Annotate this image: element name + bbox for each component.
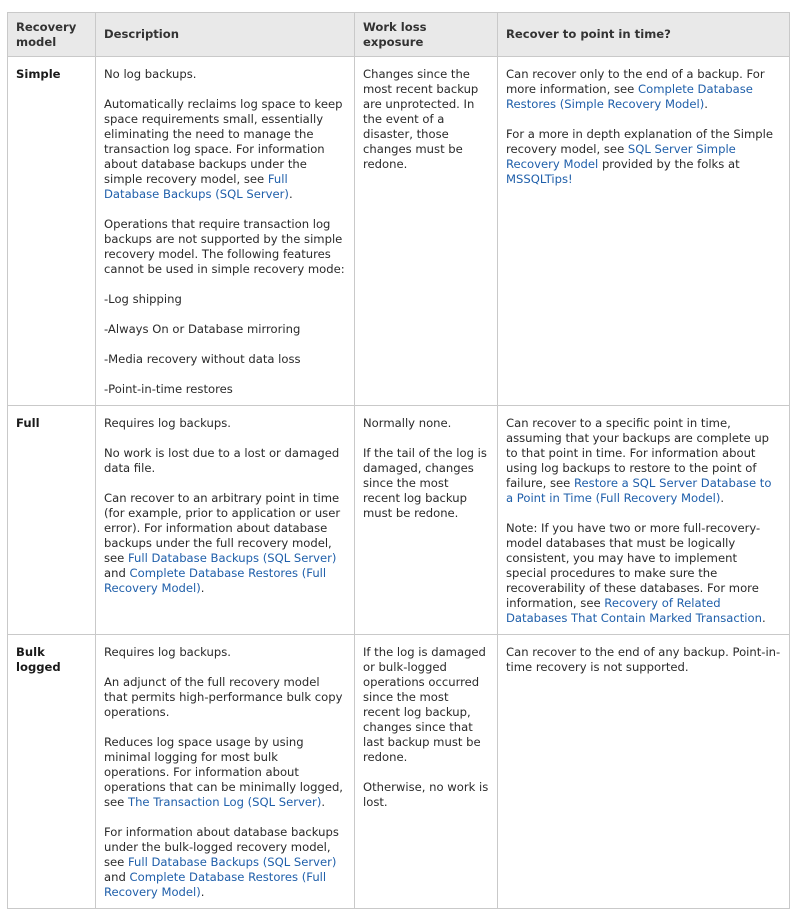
cell-paragraph xyxy=(104,645,346,660)
doc-link[interactable]: Full Database Backups (SQL Server) xyxy=(128,855,337,869)
paragraph-text: Can recover only to the end of a backup. For more information, see xyxy=(506,67,765,96)
cell-paragraph xyxy=(104,491,346,596)
recovery-model-cell: Simple xyxy=(8,57,96,406)
work-loss-exposure-cell xyxy=(355,406,498,635)
recover-to-point-cell xyxy=(498,57,790,406)
recovery-model-cell: Bulk logged xyxy=(8,635,96,909)
paragraph-text: -Media recovery without data loss xyxy=(104,352,301,366)
paragraph-text: Requires log backups. xyxy=(104,645,231,659)
table-body xyxy=(8,57,790,909)
description-cell xyxy=(96,635,355,909)
doc-link[interactable]: The Transaction Log (SQL Server) xyxy=(128,795,322,809)
cell-paragraph xyxy=(104,825,346,900)
paragraph-text: No work is lost due to a lost or damaged data file. xyxy=(104,446,340,475)
doc-link[interactable]: Restore a SQL Server Database to a Point in Time (Full Recovery Model) xyxy=(506,476,772,505)
paragraph-text: Automatically reclaims log space to keep space requirements small, essentially eliminating the need to manage the transaction log space. For information about database backups under the simple recovery model, see xyxy=(104,97,343,186)
doc-link[interactable]: Full Database Backups (SQL Server) xyxy=(104,172,289,201)
paragraph-text: Can recover to the end of any backup. Point-in-time recovery is not supported. xyxy=(506,645,781,674)
paragraph-text: If the log is damaged or bulk-logged operations occurred since the most recent log backup, changes since that last backup must be redone. xyxy=(363,645,486,764)
table-row xyxy=(8,406,790,635)
cell-paragraph xyxy=(104,352,346,367)
doc-link[interactable]: Complete Database Restores (Simple Recovery Model) xyxy=(506,82,753,111)
work-loss-exposure-cell xyxy=(355,57,498,406)
paragraph-text: Changes since the most recent backup are unprotected. In the event of a disaster, those changes must be redone. xyxy=(363,67,479,171)
recover-to-point-cell xyxy=(498,406,790,635)
paragraph-text: An adjunct of the full recovery model that permits high-performance bulk copy operations. xyxy=(104,675,343,719)
paragraph-text: . xyxy=(720,491,725,505)
header-description: Description xyxy=(96,13,355,57)
doc-link[interactable]: Full Database Backups (SQL Server) xyxy=(128,551,337,565)
cell-paragraph xyxy=(363,780,489,810)
doc-link[interactable]: Complete Database Restores (Full Recovery Model) xyxy=(104,870,327,899)
doc-link[interactable]: Complete Database Restores (Full Recovery Model) xyxy=(104,566,327,595)
paragraph-text: Normally none. xyxy=(363,416,452,430)
cell-paragraph xyxy=(363,446,489,521)
recovery-model-cell: Full xyxy=(8,406,96,635)
recovery-model-table-container xyxy=(7,12,790,909)
description-cell xyxy=(96,57,355,406)
doc-link[interactable]: Recovery of Related Databases That Contain Marked Transaction xyxy=(506,596,762,625)
cell-paragraph xyxy=(506,127,781,187)
paragraph-text: -Always On or Database mirroring xyxy=(104,322,301,336)
paragraph-text: . xyxy=(321,795,326,809)
cell-paragraph xyxy=(506,416,781,506)
cell-paragraph xyxy=(506,645,781,675)
header-work-loss-exposure: Work loss exposure xyxy=(355,13,498,57)
cell-paragraph xyxy=(104,217,346,277)
paragraph-text: . xyxy=(200,885,205,899)
cell-paragraph xyxy=(104,735,346,810)
cell-paragraph xyxy=(363,67,489,172)
table-row xyxy=(8,635,790,909)
paragraph-text: Reduces log space usage by using minimal logging for most bulk operations. For information about operations that can be minimally logged, see xyxy=(104,735,343,809)
paragraph-text: For information about database backups under the bulk-logged recovery model, see xyxy=(104,825,339,869)
paragraph-text: Requires log backups. xyxy=(104,416,231,430)
paragraph-text: and xyxy=(104,566,130,580)
paragraph-text: . xyxy=(200,581,205,595)
cell-paragraph xyxy=(104,322,346,337)
header-recover-to-point-in-time: Recover to point in time? xyxy=(498,13,790,57)
cell-paragraph xyxy=(104,382,346,397)
table-row xyxy=(8,57,790,406)
paragraph-text: For a more in depth explanation of the Simple recovery model, see xyxy=(506,127,773,156)
paragraph-text: No log backups. xyxy=(104,67,197,81)
description-cell xyxy=(96,406,355,635)
doc-link[interactable]: SQL Server Simple Recovery Model xyxy=(506,142,736,171)
paragraph-text: . xyxy=(288,187,293,201)
cell-paragraph xyxy=(506,67,781,112)
cell-paragraph xyxy=(104,446,346,476)
paragraph-text: Otherwise, no work is lost. xyxy=(363,780,489,809)
cell-paragraph xyxy=(104,67,346,82)
cell-paragraph xyxy=(104,292,346,307)
paragraph-text: . xyxy=(761,611,766,625)
paragraph-text: If the tail of the log is damaged, changes since the most recent log backup must be redone. xyxy=(363,446,487,520)
cell-paragraph xyxy=(506,521,781,626)
recovery-model-table xyxy=(7,12,790,909)
header-recovery-model: Recovery model xyxy=(8,13,96,57)
paragraph-text: Can recover to an arbitrary point in time (for example, prior to application or user error). For information about database backups under the full recovery model, see xyxy=(104,491,341,565)
recover-to-point-cell xyxy=(498,635,790,909)
table-header-row xyxy=(8,13,790,57)
paragraph-text: . xyxy=(704,97,708,111)
cell-paragraph xyxy=(363,645,489,765)
paragraph-text: provided by the folks at xyxy=(598,157,740,171)
work-loss-exposure-cell xyxy=(355,635,498,909)
paragraph-text: Note: If you have two or more full-recovery-model databases that must be logically consistent, you may have to implement special procedures to make sure the recoverability of these databases. For more information, see xyxy=(506,521,761,610)
paragraph-text: and xyxy=(104,870,130,884)
cell-paragraph xyxy=(104,97,346,202)
cell-paragraph xyxy=(104,416,346,431)
paragraph-text: Can recover to a specific point in time, assuming that your backups are complete up to that point in time. For information about using log backups to restore to the point of failure, see xyxy=(506,416,770,490)
paragraph-text: -Point-in-time restores xyxy=(104,382,233,396)
paragraph-text: -Log shipping xyxy=(104,292,182,306)
cell-paragraph xyxy=(363,416,489,431)
paragraph-text: Operations that require transaction log backups are not supported by the simple recovery model. The following features cannot be used in simple recovery mode: xyxy=(104,217,345,276)
cell-paragraph xyxy=(104,675,346,720)
doc-link[interactable]: MSSQLTips! xyxy=(506,172,573,186)
